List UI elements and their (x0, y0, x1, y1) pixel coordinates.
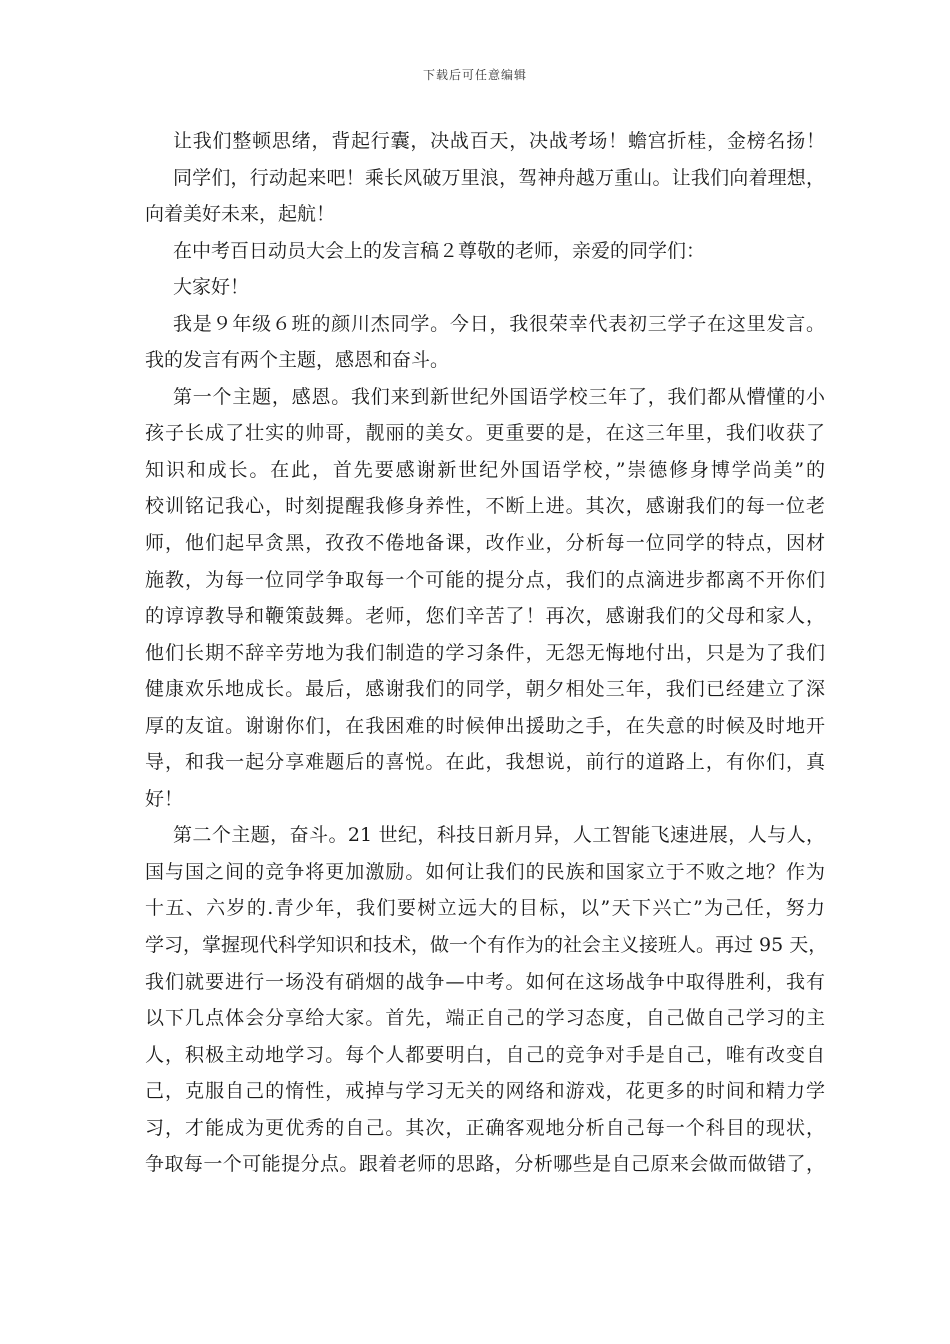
text-line: 第一个主题，感恩。我们来到新世纪外国语学校三年了，我们都从懵懂的小 (173, 385, 825, 408)
page-header-note: 下载后可任意编辑 (422, 68, 527, 82)
text-line: 师，他们起早贪黑，孜孜不倦地备课，改作业，分析每一位同学的特点，因材 (145, 532, 825, 555)
text-line: 在中考百日动员大会上的发言稿２尊敬的老师，亲爱的同学们： (173, 239, 706, 262)
text-line: 同学们，行动起来吧！乘长风破万里浪，驾神舟越万重山。让我们向着理想， (173, 166, 825, 189)
text-line: 导，和我一起分享难题后的喜悦。在此，我想说，前行的道路上，有你们，真 (145, 751, 825, 774)
text-line: 人，积极主动地学习。每个人都要明白，自己的竞争对手是自己，唯有改变自 (145, 1043, 825, 1066)
text-line: 十五、六岁的.青少年，我们要树立远大的目标，以”天下兴亡”为己任，努力 (145, 897, 825, 920)
text-line: 己，克服自己的惰性，戒掉与学习无关的网络和游戏，花更多的时间和精力学 (145, 1080, 825, 1103)
text-line: 国与国之间的竞争将更加激励。如何让我们的民族和国家立于不败之地？作为 (145, 860, 825, 883)
text-line: 争取每一个可能提分点。跟着老师的思路，分析哪些是自己原来会做而做错了， (145, 1153, 825, 1176)
text-line: 大家好！ (173, 276, 250, 299)
document-body (145, 123, 828, 1183)
text-line: 孩子长成了壮实的帅哥，靓丽的美女。更重要的是，在这三年里，我们收获了 (145, 422, 825, 445)
text-line: 的谆谆教导和鞭策鼓舞。老师，您们辛苦了！再次，感谢我们的父母和家人， (145, 605, 825, 628)
text-line: 第二个主题，奋斗。21 世纪，科技日新月异，人工智能飞速进展，人与人， (173, 824, 825, 847)
text-line: 校训铭记我心，时刻提醒我修身养性，不断上进。其次，感谢我们的每一位老 (145, 495, 825, 518)
text-line: 以下几点体会分享给大家。首先，端正自己的学习态度，自己做自己学习的主 (145, 1007, 825, 1030)
text-line: 让我们整顿思绪，背起行囊，决战百天，决战考场！蟾宫折桂，金榜名扬！ (173, 130, 825, 152)
text-line: 我的发言有两个主题，感恩和奋斗。 (145, 349, 450, 372)
text-line: 厚的友谊。谢谢你们，在我困难的时候伸出援助之手，在失意的时候及时地开 (145, 714, 825, 737)
text-line: 知识和成长。在此，首先要感谢新世纪外国语学校，”崇德修身博学尚美”的 (145, 458, 825, 481)
text-line: 好！ (145, 787, 184, 810)
text-line: 向着美好未来，起航！ (145, 203, 336, 226)
text-line: 施教，为每一位同学争取每一个可能的提分点，我们的点滴进步都离不开你们 (145, 568, 825, 591)
text-line: 我是９年级６班的颜川杰同学。今日，我很荣幸代表初三学子在这里发言。 (173, 312, 825, 335)
text-line: 他们长期不辞辛劳地为我们制造的学习条件，无怨无悔地付出，只是为了我们 (145, 641, 825, 664)
text-line: 我们就要进行一场没有硝烟的战争—中考。如何在这场战争中取得胜利，我有 (145, 970, 825, 993)
text-line: 学习，掌握现代科学知识和技术，做一个有作为的社会主义接班人。再过 95 天， (145, 934, 828, 957)
text-line: 健康欢乐地成长。最后，感谢我们的同学，朝夕相处三年，我们已经建立了深 (145, 678, 825, 701)
text-line: 习，才能成为更优秀的自己。其次，正确客观地分析自己每一个科目的现状， (145, 1116, 825, 1139)
